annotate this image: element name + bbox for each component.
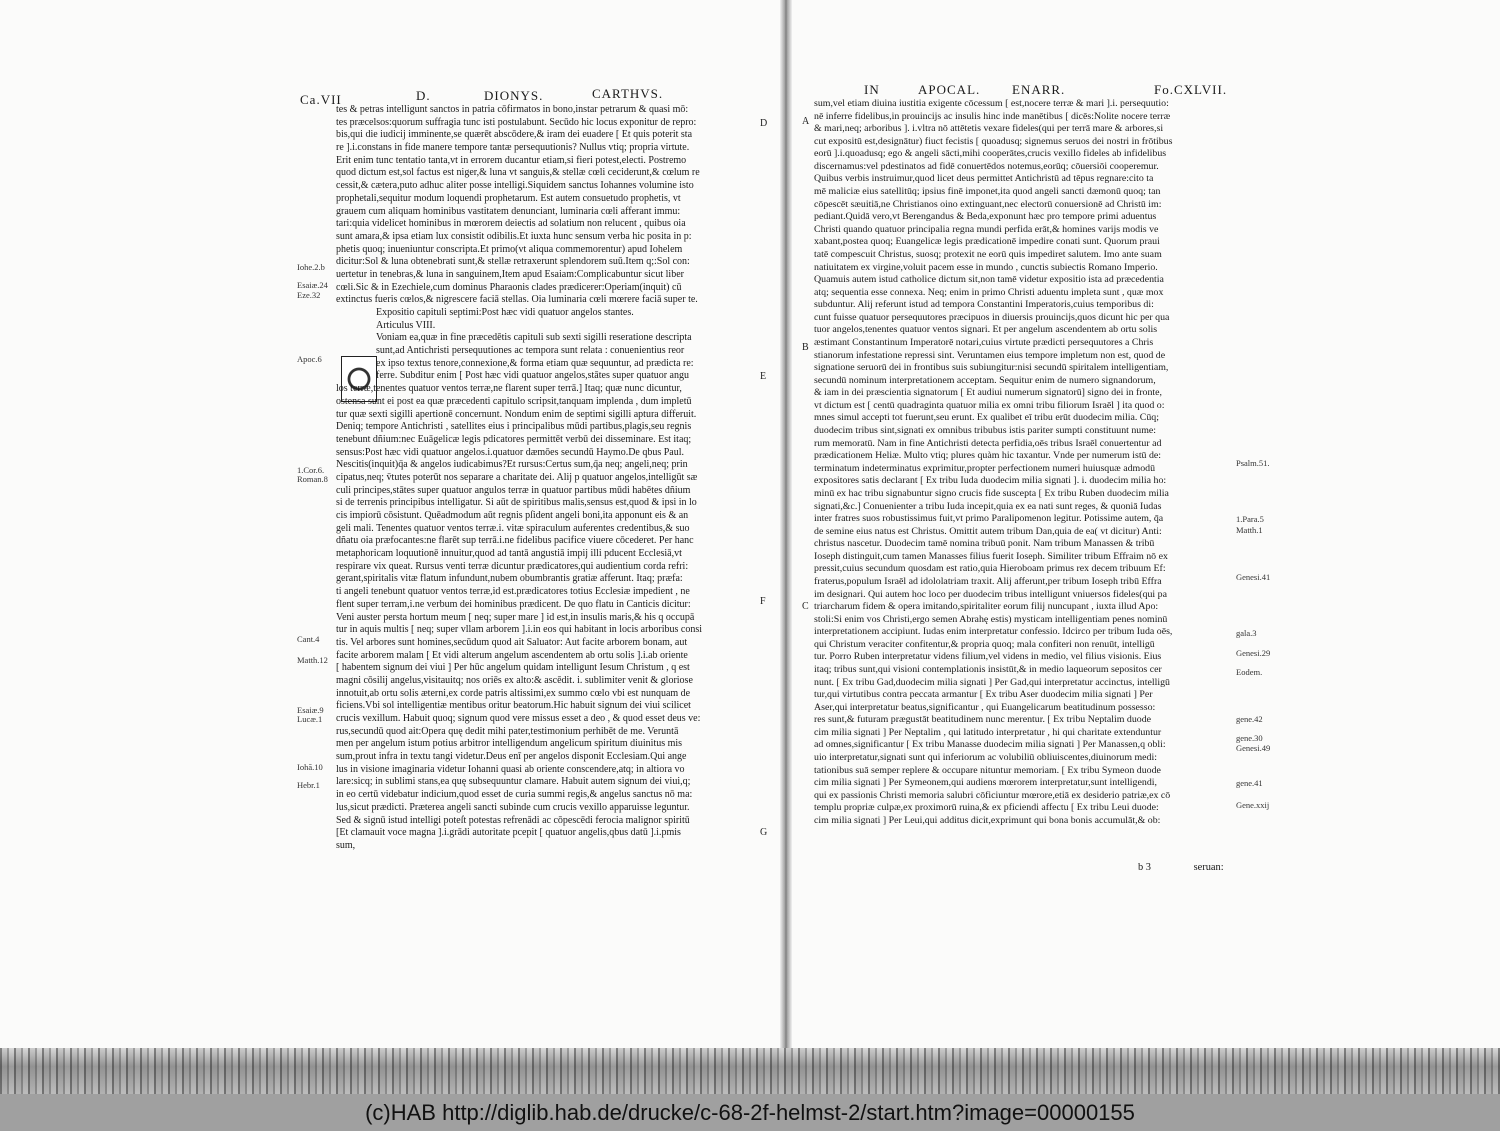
margin-reference: Gene.xxij (1236, 800, 1270, 810)
text-line: [Et clamauit voce magna ].i.grādi autoritate pcepit [ quatuor angelis,qbus datū ].i.pmis (336, 827, 681, 839)
margin-reference: Iohā.10 (297, 762, 323, 772)
text-line: tatē compescuit Christus, suosq; protexit ne eorū quis impediret salutem. Imo ante suam (814, 248, 1162, 260)
text-line: christus nascetur. Duodecim tamē nomina tribuū ponit. Nam tribum Manassen & tribū (814, 538, 1155, 550)
text-line: nunt. [ Ex tribu Gad,duodecim milia signati ] Per Gad,qui interpretatur accinctus, intelligū (814, 676, 1170, 688)
text-line: prædicationem Heliæ. Multo vtiq; plures quàm hic taxantur. Vnde per numerum istū de: (814, 450, 1162, 462)
text-line: innotuit,ab ortu solis æterni,ex corde patris altissimi,ex summo cœlo vbi est nunquam de (336, 687, 691, 699)
text-line: Erit enim tunc tentatio tanta,vt in errorem ducantur etiam,si fieri potest,electi. Postremo (336, 154, 687, 166)
copyright-footer (0, 1094, 1500, 1131)
text-line: interpretationem accipiunt. Iudas enim interpretatur confessio. Idcirco per tribum Iuda oēs, (814, 626, 1173, 638)
margin-reference: Iohe.2.b (297, 262, 325, 272)
text-line: uertetur in tenebras,& luna in sanguinem,Item apud Esaiam:Complicabuntur sicut liber (336, 268, 684, 280)
text-line: rum memoratū. Nam in fine Antichristi detecta perfidia,oēs tribus Israēl conuertentur ad (814, 437, 1162, 449)
text-line: tuor angelos,tenentes quatuor ventos signari. Et per angelum ascendentem ab ortu solis (814, 324, 1158, 336)
text-line: tationibus suā semper replere & occupare nituntur memoriam. [ Ex tribu Symeon duode (814, 764, 1161, 776)
text-line: Sed & signū istud intelligi poteſt potestas refrenādi ac cōpescēdi ferocia malignor spiritū (336, 814, 690, 826)
margin-reference: Esaiæ.24 (297, 280, 328, 290)
right-header-title2: APOCAL. (918, 82, 981, 97)
margin-reference: Apoc.6 (297, 354, 322, 364)
text-line: & iam in dei præscientia signatorum [ Et audiui numerum signatorū] signo dei in fronte, (814, 387, 1163, 399)
margin-reference: Esaiæ.9 (297, 705, 324, 715)
text-line: subduntur. Alij referunt istud ad tempora Constantini Imperatoris,cuius temporibus di: (814, 299, 1154, 311)
text-line: cōpescēt sæuitiā,ne Christianos oino extinguant,nec electorū conuersionē ad Christū im: (814, 198, 1162, 210)
right-header-title3: ENARR. (1012, 82, 1066, 97)
margin-reference: E (760, 371, 767, 382)
text-line: grauem cum aliquam hominibus vastitatem denunciant, luminaria cœli afferant immu: (336, 205, 681, 217)
text-line: ficiens.Vbi sol intelligentiæ mentibus oritur beatorum.Hic habuit signum dei viui scilicet (336, 700, 691, 712)
text-line: stianorum infestatione repressi sint. Veruntamen eius tempore impletum non est, quod de (814, 349, 1166, 361)
text-line: Veni auster persta hortum meum [ neq; super mare ] id est,in insulis maris,& his q occupā (336, 611, 695, 623)
text-line: eorū ].i.quoadusq; ego & angeli sācti,mihi cooperātes,crucis vexillo fideles ab infidelibus (814, 148, 1167, 160)
text-line: lare:sicq; in sublimi stans,ea quę subsequuntur clamare. Habuit autem signum dei viui,q; (336, 776, 691, 788)
margin-reference: F (760, 596, 766, 607)
text-line: tis. Vel arbores sunt homines,secūdum quod ait Saluator: Aut facite arborem bonam, aut (336, 636, 688, 648)
margin-reference: Cant.4 (297, 634, 320, 644)
text-line: Quibus verbis instruimur,quod licet deus permittet Antichristū ad tēpus regnare:cito ta (814, 173, 1154, 185)
text-line: nē inferre fidelibus,in prouincijs ac insulis hinc inde manētibus [ dicēs:Nolite nocere terræ (814, 110, 1171, 122)
text-line: geli mali. Tenentes quatuor ventos terræ.i. vitæ spiraculum auferentes credentibus,& suo (336, 522, 690, 534)
text-line: tur in aquis multis [ neq; super vllam arborem ].i.in eos qui habitant in locis arboribus consi (336, 624, 703, 636)
text-line: ferre. Subditur enim [ Post hæc vidi quatuor angelos,stātes super quatuor angu (376, 370, 689, 382)
text-line: respirare vix queat. Rursus venti terræ dicuntur prædicatores,qui audientium corda refri: (336, 560, 689, 572)
text-line: Voniam ea,quæ in fine præcedētis capituli sub sexti sigilli reseratione descripta (376, 332, 692, 344)
margin-reference: gene.42 (1236, 714, 1263, 724)
text-line: im designari. Qui autem hoc loco per duodecim tribus intelligunt vniuersos fideles(qui pa (814, 588, 1167, 600)
text-line: sum, (336, 839, 356, 851)
text-line: pediant.Quidā vero,vt Berengandus & Beda,exponunt hæc pro tempore primi aduentus (814, 211, 1157, 223)
margin-reference: G (760, 827, 768, 838)
text-line: ex ipso textus tenore,connexione,& forma etiam quæ sequuntur, ad prædicta re: (376, 357, 694, 369)
margin-reference: Genesi.41 (1236, 572, 1271, 582)
left-header-author2: CARTHVS. (592, 86, 664, 101)
text-line: cis impiorū cōsistunt. Quēadmodum aūt regnis pſident angeli boni,ita apponunt eis & an (336, 510, 689, 521)
text-line: cœli.Sic & in Ezechiele,cum dominus Pharaonis clades prædicerer:Operiam(inquit) cū (336, 281, 682, 293)
margin-reference: Eze.32 (297, 290, 321, 300)
right-body-text (814, 98, 1234, 828)
text-line: magni cōsilij angelus,visitauitq; nos oriēs ex alto:& ascēdit. i. sublimiter venit & gloriose (336, 674, 693, 686)
text-line: rus,secundū quod ait:Opera quę dedit mihi pater,testimonium perhibēt de me. Veruntā (336, 725, 679, 737)
text-line: cut expositū est,designātur) fiuct fecistis [ quoadusq; signemus seruos dei nostri in frōtibus (814, 135, 1173, 147)
text-line: cessit,& cætera,puto adhuc aliter posse intelligi.Siquidem sanctus Iohannes volumine isto (336, 180, 694, 192)
margin-reference: Genesi.29 (1236, 648, 1271, 658)
text-line: templu propriæ culpæ,ex proximorū ruina,& ex pficiendi affectu [ Ex tribu Leui duode: (814, 802, 1159, 814)
text-line: sum,vel etiam diuina iustitia exigente cōcessum [ est,nocere terræ & mari ].i. persequutio: (814, 98, 1169, 109)
text-line: res sunt,& futuram prægustāt beatitudinem nunc merentur. [ Ex tribu Neptalim duode (814, 714, 1152, 726)
text-line: triarcharum fidem & opera imitando,spiritaliter eorum filij nuncupant , iuxta illud Apo: (814, 601, 1159, 613)
catchword: seruan: (1193, 862, 1224, 873)
margin-reference: gala.3 (1236, 628, 1257, 638)
right-header-title1: IN (864, 82, 880, 97)
left-body-text (336, 104, 756, 853)
text-line: pressit,cuius secundum quosdam est ratio,quia Hieroboam primus rex decem tribuum Ef: (814, 563, 1166, 575)
text-line: Nescitis(inquit)q̄a & angelos iudicabimus?Et rursus:Certus sum,q̄a neq; angeli,neq; prin (336, 459, 688, 471)
text-line: mē maliciæ eius satellitūq; ipsius finē imponet,ita quod angeli sancti dæmonū quoq; tan (814, 186, 1161, 198)
text-line: phetis quoq; inueniuntur conscripta.Et primo(vt aliqua commemorentur) apud Iohelem (336, 243, 683, 255)
text-line: de semine eius natus est Christus. Omittit autem tribum Dan,quia de ea( vt dicitur) Anti: (814, 525, 1162, 537)
margin-reference: D (760, 118, 768, 129)
text-line: sensus:Post hæc vidi quatuor angelos.i.quatuor dæmōes secundū Haymo.De qbus Paul. (336, 446, 685, 458)
left-header-initial: D. (416, 88, 431, 103)
text-line: secundū nominum interpretationem acceptam. Sequitur enim de numero signandorum, (814, 374, 1156, 386)
margin-reference: Eodem. (1236, 667, 1263, 677)
text-line: uio interpretatur,signati sunt qui inferiorum ac volubiliū obliuiscentes,diuinorum medi: (814, 752, 1157, 764)
text-line: expositores satis declarant [ Ex tribu Iuda duodecim milia signati ]. i. duodecim milia ho: (814, 475, 1167, 487)
margin-reference: Hebr.1 (297, 780, 320, 790)
text-line: gerant,spiritalis vitæ flatum infundunt,nubem obumbrantis gratiæ afferunt. Itaq; præfa: (336, 573, 683, 585)
text-line: crucis vexillum. Habuit quoq; signum quod vere missus esset a deo , & quod esset deus ve: (336, 713, 701, 724)
text-line: tur. Porro Ruben interpretatur videns filium,vel videns in medio, vel filius visionis. Eius (814, 651, 1162, 663)
text-line: cim milia signati ] Per Leui,qui additus dicit,exprimunt qui bona bonis accumulāt,& ob: (814, 814, 1161, 826)
text-line: mnes simul accepti tot fuerunt,seu erunt. Ex qualibet eī tribu erūt duodecim milia. Cūq; (814, 412, 1159, 424)
book-gutter (780, 0, 792, 1060)
text-line: prophetali,sequitur modum loquendi prophetarum. Est autem consuetudo prophetis, vt (336, 192, 681, 204)
text-line: qui ex passionis Christi memoria salubri cōficiuntur mœrore,etiā ex desiderio patriæ,ex cō (814, 789, 1171, 801)
margin-reference: Psalm.51. (1236, 458, 1270, 468)
text-line: sunt,ad Antichristi persequutiones ac tempora sunt relata : conuenientius reor (376, 345, 685, 357)
text-line: xabant,postea quoq; Euangelicæ legis prædicationē impedire conati sunt. Quorum praui (814, 236, 1160, 248)
left-header-author1: DIONYS. (484, 88, 544, 103)
text-line: Expositio capituli septimi:Post hæc vidi quatuor angelos stantes. (376, 307, 634, 318)
text-line: æstimant Constantinum Imperatorē notari,cuius virtute prædicti persequutores a Chris (814, 336, 1154, 348)
text-line: quod dictum est,sol factus est niger,& luna vt sanguis,& stellæ cœli ceciderunt,& cœlum re (336, 167, 700, 179)
text-line: atq; sequentia esse connexa. Neq; enim in primo Christi aduentu impleta sunt , quæ mox (814, 286, 1164, 298)
text-line: facite arborem malam [ Et vidi alterum angelum ascendentem ab ortu solis ].i.ab oriente (336, 649, 688, 661)
margin-reference: A (802, 116, 810, 127)
margin-reference: B (802, 342, 809, 353)
text-line: culi principes,stātes super quatuor angulos terræ in quatuor partibus mūdi habētes dñium (336, 484, 691, 496)
text-line: bis,qui die iudicij imminente,se quærēt abscōdere,& iram dei euadere [ Et quis poterit sta (336, 129, 693, 141)
copyright-text: (c)HAB http://diglib.hab.de/drucke/c-68-2f-helmst-2/start.htm?image=00000155 (365, 1099, 1135, 1125)
text-line: stoli:Si enim vos Christi,ergo semen Abrahę estis) mysticam intelligentiam penes nominū (814, 613, 1168, 625)
text-line: in eo certū videbatur indicium,quod esset de curia summi regis,& angelus sanctus nō ma: (336, 789, 693, 801)
text-line: flent super terram,i.ne verbum dei hominibus prædicent. De quo flatu in Canticis dicitur: (336, 598, 691, 610)
text-line: lus,sicut prædicti. Præterea angeli sancti subinde cum crucis vexillo apparuisse leguntur. (336, 801, 690, 813)
text-line: men per angelum istum potius arbitror intelligendum angelicum spiritum diuinitus mis (336, 738, 683, 750)
text-line: cim milia signati ] Per Neptalim , qui latitudo interpretatur , hi qui charitate extenduntur (814, 726, 1162, 738)
margin-reference: Matth.1 (1236, 525, 1263, 535)
margin-reference: gene.41 (1236, 778, 1263, 788)
text-line: fraterus,populum Israēl ad idololatriam traxit. Alij afferunt,per tribum Ioseph tribū Effra (814, 575, 1162, 587)
margin-reference: Matth.12 (297, 655, 328, 665)
margin-reference: C (802, 601, 809, 612)
text-line: Aser,qui interpretatur beatus,significantur , qui Euangelicarum beatitudinum possesso: (814, 701, 1156, 713)
text-line: ad omnes,significantur [ Ex tribu Manasse duodecim milia signati ] Per Manassen,q obli: (814, 739, 1166, 751)
scan-edge (0, 1048, 1500, 1094)
margin-reference: 1.Cor.6. (297, 465, 325, 475)
text-line: lus in visione imaginaria videtur Iohanni quasi ab oriente conscendere,atq; in altiora vo (336, 763, 685, 775)
text-line: signati,&c.] Conuenienter a tribu Iuda incepit,quia ex ea nati sunt reges, & quoniā Iudas (814, 500, 1162, 512)
text-line: extinctus fueris cœlos,& nigrescere faciā stellas. Oia luminaria cœli mœrere faciā super te. (336, 294, 698, 306)
text-line: tur,qui virtutibus contra peccata armantur [ Ex tribu Aser duodecim milia signati ] Per (814, 689, 1153, 701)
text-line: tes præcelsos:quorum suffragia tunc isti postulabunt. Secūdo hic locus exponitur de repro: (336, 116, 697, 128)
text-line: Articulus VIII. (376, 319, 436, 331)
text-line: tes & petras intelligunt sanctos in patria cōfirmatos in bono,instar petrarum & quasi mō: (336, 104, 689, 115)
margin-reference: 1.Para.5 (1236, 514, 1264, 524)
text-line: Deniq; tempore Antichristi , satellites eius i principalibus mūdi partibus,plagis,seu regnis (336, 421, 692, 433)
margin-reference: Lucæ.1 (297, 714, 323, 724)
text-line: terminatum indeterminatus exprimitur,propter perfectionem numeri huiusquæ admodū (814, 462, 1156, 474)
text-line: los terræ,tenentes quatuor ventos terræ,ne flarent super terrā.] Itaq; quæ nunc dicuntur, (336, 383, 682, 395)
signature-text: b 3 (1138, 862, 1151, 873)
text-line: duodecim tribus sint,signati ex omnibus tribubus istis pariter sumpti constituunt nume: (814, 425, 1157, 437)
text-line: cipatus,neq; v̄tutes poterūt nos separare a charitate dei. Alij p quatuor angelos,intelligūt sæ (336, 471, 698, 483)
text-line: natiuitatem ex virgine,voluit pacem esse in mundo , cunctis subiectis Romano Imperio. (814, 261, 1158, 273)
left-chapter-label: Ca.VII (300, 92, 342, 107)
text-line: cunt fuisse quatuor persequutores præcipuos in diuersis prouincijs,quos dicunt hic per qua (814, 311, 1170, 323)
text-line: tenebunt dñium:nec Euāgelicæ legis pdicatores permittēt verbū dei disseminare. Est itaq; (336, 433, 692, 445)
text-line: tari:quia videlicet hominibus in mœrorem deiectis ad solatium non relucent , quibus oia (336, 218, 686, 230)
text-line: discernamus:vel pdestinatos ad fidē conuertēdos notemus,eorūq; cōuersiōi cooperemur. (814, 160, 1159, 172)
text-line: itaq; tribus sunt,qui visioni contemplationis insistūt,& in medio laqueorum sepositos cer (814, 664, 1162, 676)
text-line: sunt amara,& ipsa etiam lux consistit odibilis.Et iuxta hunc sensum verba hic posita in p: (336, 230, 692, 242)
text-line: cim milia signati ] Per Symeonem,qui audiens mœrorem interpretatur,sunt intelligendi, (814, 777, 1157, 789)
text-line: sum,prout infra in textu tangi videtur.Deus enī per angelos disponit Ecclesiam.Qui ange (336, 751, 687, 763)
margin-reference: gene.30 (1236, 733, 1263, 743)
text-line: vt dictum est [ centū quadraginta quatuor milia ex omni tribu filiorum Israēl ] ita quod o: (814, 399, 1165, 411)
text-line: ti angeli tenebunt quatuor ventos terræ,id est.prædicatores totius Ecclesiæ impedient , ne (336, 586, 690, 598)
text-line: tur quæ sexti sigilli apertionē concernunt. Nondum enim de septimi sigilli aptura differuit. (336, 408, 697, 420)
text-line: minū ex hac tribu signabuntur signo crucis fide suscepta [ Ex tribu Ruben duodecim milia (814, 487, 1169, 499)
text-line: Ioseph distinguit,cum tamen Manasses filius fuerit Ioseph. Similiter tribum Effraim nō ex (814, 550, 1168, 562)
signature-mark (1138, 862, 1224, 873)
text-line: ostensa sunt ei post ea quæ præcedenti capitulo scripsit,tanquam implenda , dum impletū (336, 395, 692, 407)
text-line: signatione seruorū dei in frontibus suis subiungitur:nisi secundū spiritalem intelligentiam, (814, 362, 1169, 374)
right-folio-number: Fo.CXLVII. (1154, 82, 1228, 97)
text-line: si de terrenis principibus intelligatur. Si aūt de spiritibus malis,sensus est,quod & ipsi in lo (336, 497, 697, 509)
text-line: & mari,neq; arboribus ]. i.vltra nō attētetis vexare fideles(qui per terrā mare & arbores,si (814, 123, 1164, 135)
text-line: dicitur:Sol & luna obtenebrati sunt,& stellæ retraxerunt splendorem suū.Item q;:Sol con: (336, 256, 690, 268)
text-line: dñatu oia præfocantes:ne flarēt sup terrā.i.ne fidelibus pacifice viuere cōcederet. Per hanc (336, 535, 694, 547)
text-line: re ].i.constans in fide manere tempore tantæ persequutionis? Nullus vtiq; propria virtute. (336, 142, 690, 154)
text-line: qui Christum veraciter confitentur,& propria quoq; mala confiteri non renuūt, intelligū (814, 638, 1155, 650)
text-line: Christi quando quatuor principalia regna mundi perfida erāt,& homines varijs modis ve (814, 223, 1159, 235)
margin-reference: Genesi.49 (1236, 743, 1271, 753)
margin-reference: Roman.8 (297, 474, 328, 484)
text-line: metaphoricam loquutionē innuitur,quod ad tantā angustiā impij illi pducent Ecclesiā,vt (336, 548, 682, 560)
text-line: [ habentem signum dei viui ] Per hūc angelum quidam intelligunt Iesum Christum , q est (336, 662, 690, 674)
text-line: Quamuis autem istud catholice dictum sit,non tamē videtur expositio ista ad præcedentia (814, 274, 1164, 286)
text-line: inter fratres suos robustissimus fuit,vt primo Paralipomenon legitur. Potissime autem, q̄a (814, 513, 1164, 525)
